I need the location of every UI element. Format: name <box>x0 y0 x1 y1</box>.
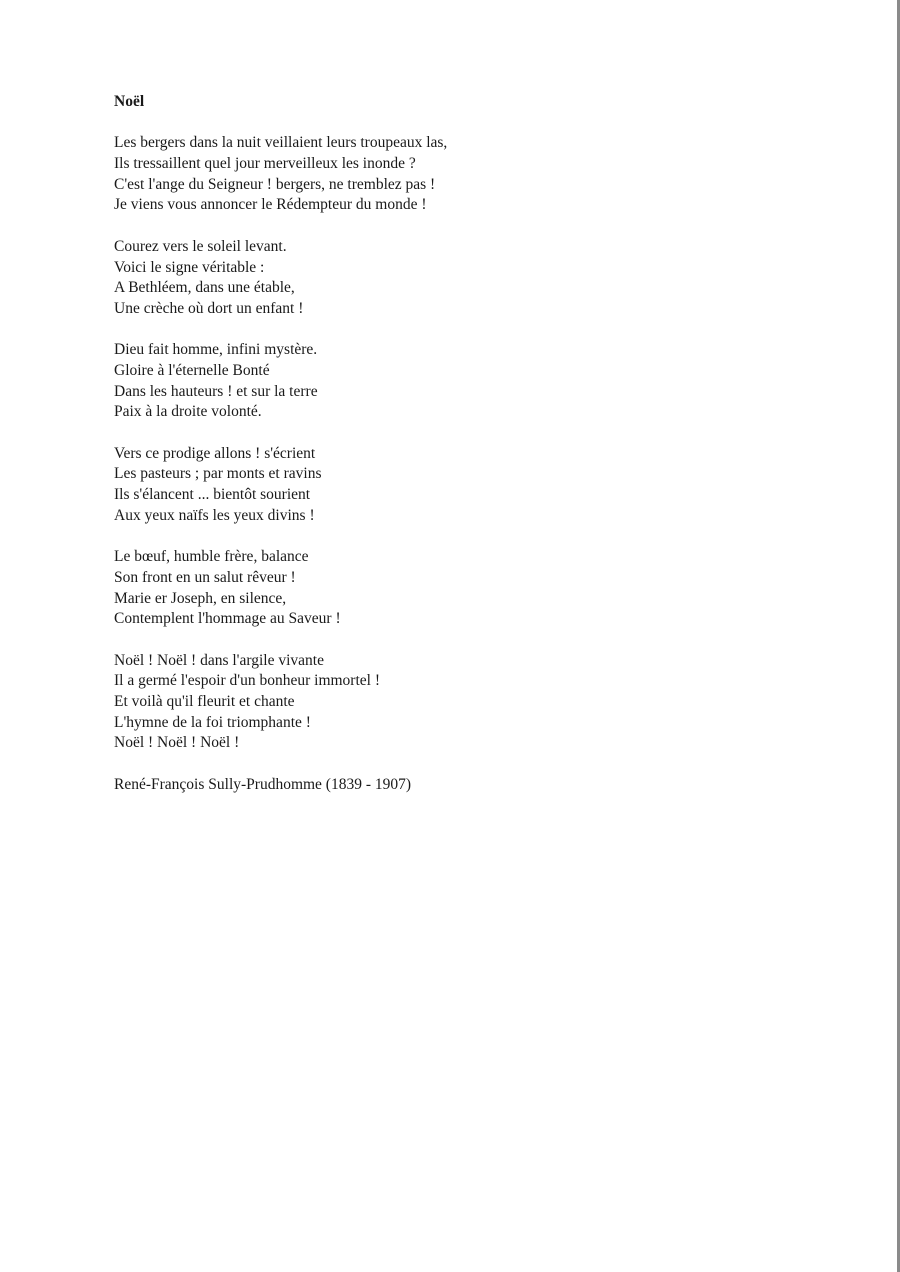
poem-line: Courez vers le soleil levant. <box>114 237 287 255</box>
poem-line: Le bœuf, humble frère, balance <box>114 548 309 566</box>
poem-line: A Bethléem, dans une étable, <box>114 279 295 297</box>
poem-line: Et voilà qu'il fleurit et chante <box>114 692 295 710</box>
poem-line: Dans les hauteurs ! et sur la terre <box>114 382 318 400</box>
stanza-2 <box>114 237 814 320</box>
poem-line: Je viens vous annoncer le Rédempteur du monde ! <box>114 196 427 214</box>
poem-line: Les pasteurs ; par monts et ravins <box>114 465 322 483</box>
poem-line: Une crèche où dort un enfant ! <box>114 299 304 317</box>
poem-title: Noël <box>114 93 145 110</box>
poem-line: Marie er Joseph, en silence, <box>114 589 287 607</box>
stanza-1 <box>114 133 814 216</box>
poem-line: Ils tressaillent quel jour merveilleux les inonde ? <box>114 155 416 173</box>
poem-line: L'hymne de la foi triomphante ! <box>114 713 311 731</box>
poem-line: Gloire à l'éternelle Bonté <box>114 361 270 379</box>
poem-line: Son front en un salut rêveur ! <box>114 568 296 586</box>
poem-author: René-François Sully-Prudhomme (1839 - 1907) <box>114 775 412 793</box>
stanza-6 <box>114 651 814 754</box>
stanza-3 <box>114 340 814 423</box>
poem-line: Ils s'élancent ... bientôt sourient <box>114 486 311 504</box>
poem-line: Contemplent l'hommage au Saveur ! <box>114 610 341 628</box>
poem-line: C'est l'ange du Seigneur ! bergers, ne tremblez pas ! <box>114 175 436 193</box>
stanza-4 <box>114 444 814 527</box>
poem-line: Vers ce prodige allons ! s'écrient <box>114 444 316 462</box>
poem <box>114 92 814 795</box>
poem-line: Aux yeux naïfs les yeux divins ! <box>114 506 315 524</box>
poem-line: Dieu fait homme, infini mystère. <box>114 341 318 359</box>
poem-line: Paix à la droite volonté. <box>114 403 262 421</box>
poem-line: Il a germé l'espoir d'un bonheur immortel ! <box>114 672 380 690</box>
poem-line: Noël ! Noël ! dans l'argile vivante <box>114 651 324 669</box>
poem-line: Noël ! Noël ! Noël ! <box>114 734 240 752</box>
poem-line: Voici le signe véritable : <box>114 258 265 276</box>
stanza-5 <box>114 547 814 630</box>
poem-line: Les bergers dans la nuit veillaient leurs troupeaux las, <box>114 134 448 152</box>
